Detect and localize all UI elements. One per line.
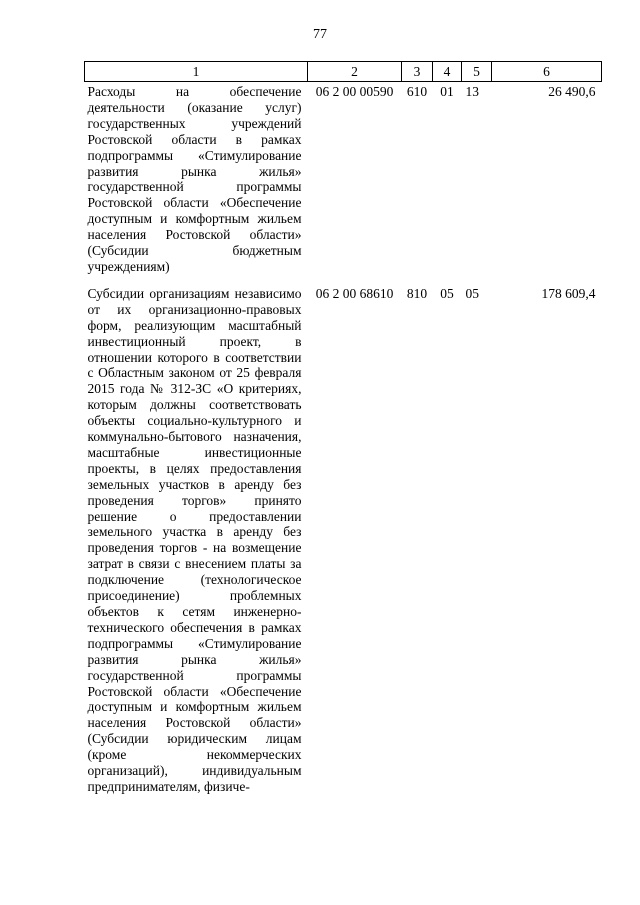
row-description: Субсидии организациям независимо от их организационно-правовых форм, реализующим масштабный инвестиционный проект, в отношении которого в соответствии с Областным законом от 25 февраля 2015 года № 312-ЗС «О критериях, которым должны соответствовать объекты социально-культурного и коммунально-бытового назначения, масштабные инвестиционные проекты, в целях предоставления земельных участков в аренду без проведения торгов» принято решение о предоставлении земельного участка в аренду без проведения торгов - на возмещение затрат в связи с внесением платы за подключение (технологическое присоединение) проблемных объектов к сетям инженерно-технического обеспечения в рамках подпрограммы «Стимулирование развития рынка жилья» государственной программы Ростовской области «Обеспечение доступным и комфортным жильем населения Ростовской области» (Субсидии юридическим лицам (кроме некоммерческих организаций), индивидуальным предпринимателям, физиче- <box>87 285 302 794</box>
column-header-1: 1 <box>85 62 308 82</box>
column-header-3: 3 <box>402 62 433 82</box>
row-spacer <box>85 275 602 284</box>
row-expense-type: 610 <box>406 84 428 99</box>
header-row <box>85 62 602 82</box>
row-target-code: 06 2 00 68610 <box>315 285 394 301</box>
budget-table <box>84 61 602 795</box>
row-target-code: 06 2 00 00590 <box>315 84 394 99</box>
page-number: 77 <box>313 27 327 42</box>
row-amount: 178 609,4 <box>541 285 596 301</box>
row-expense-type: 810 <box>406 285 428 301</box>
row-section: 05 <box>440 285 454 301</box>
table-row <box>85 284 602 795</box>
row-amount: 26 490,6 <box>548 84 596 99</box>
column-header-2: 2 <box>308 62 402 82</box>
row-subsection: 13 <box>465 84 479 99</box>
row-subsection: 05 <box>465 285 479 301</box>
row-description: Расходы на обеспечение деятельности (оказание услуг) государственных учреждений Ростовской области в рамках подпрограммы «Стимулирование развития рынка жилья» государственной программы Ростовской области «Обеспечение доступным и комфортным жильем населения Ростовской области» (Субсидии бюджетным учреждениям) <box>87 84 302 274</box>
column-header-5: 5 <box>462 62 492 82</box>
table-row <box>85 82 602 275</box>
column-header-6: 6 <box>492 62 602 82</box>
column-header-4: 4 <box>433 62 462 82</box>
row-section: 01 <box>440 84 454 99</box>
